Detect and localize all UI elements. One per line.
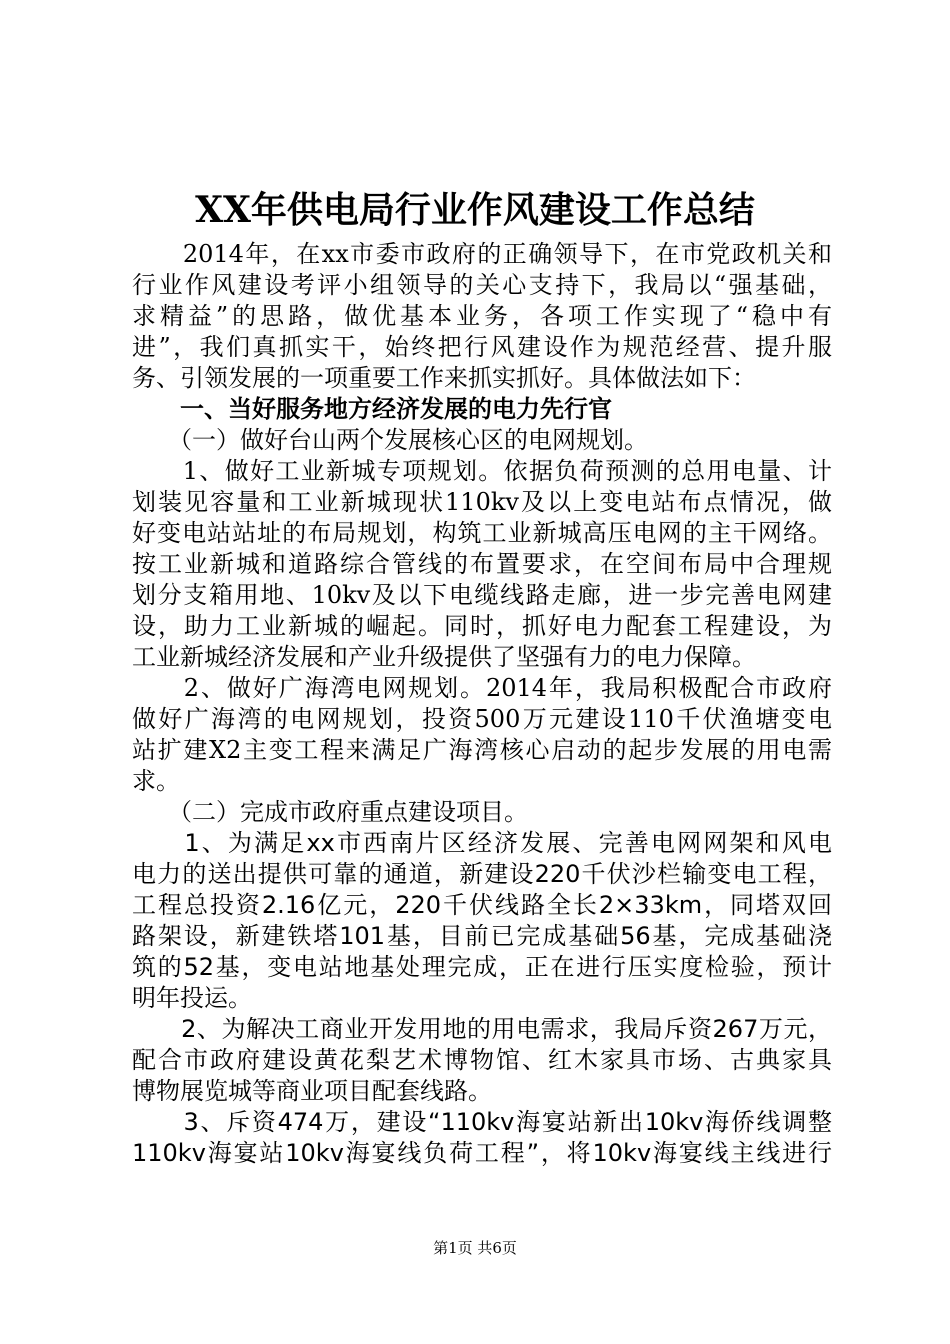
paragraph-line: 电力的送出提供可靠的通道，新建设220千伏沙栏输变电工程， [132,860,832,888]
paragraph-line: 行业作风建设考评小组领导的关心支持下，我局以“强基础， [132,271,832,299]
subsection-heading: （一）做好台山两个发展核心区的电网规划。 [132,426,648,454]
paragraph-line: 明年投运。 [132,984,252,1012]
paragraph-line: 求。 [132,767,180,795]
paragraph-line: 求精益”的思路，做优基本业务，各项工作实现了“稳中有 [132,302,832,330]
paragraph-line: 1、做好工业新城专项规划。依据负荷预测的总用电量、计 [132,457,832,485]
paragraph-line: 做好广海湾的电网规划，投资500万元建设110千伏渔塘变电 [132,705,832,733]
paragraph-line: 2、为解决工商业开发用地的用电需求，我局斥资267万元， [132,1015,832,1043]
paragraph-line: 2、做好广海湾电网规划。2014年，我局积极配合市政府 [132,674,832,702]
paragraph-line: 设，助力工业新城的崛起。同时，抓好电力配套工程建设，为 [132,612,832,640]
paragraph-line: 按工业新城和道路综合管线的布置要求，在空间布局中合理规 [132,550,832,578]
page-number-footer: 第1页 共6页 [433,1239,517,1257]
paragraph-line: 110kv海宴站10kv海宴线负荷工程”，将10kv海宴线主线进行 [132,1139,832,1167]
paragraph-line: 筑的52基，变电站地基处理完成，正在进行压实度检验，预计 [132,953,832,981]
paragraph-line: 3、斥资474万，建设“110kv海宴站新出10kv海侨线调整 [132,1108,832,1136]
section-heading: 一、当好服务地方经济发展的电力先行官 [132,395,612,423]
paragraph-line: 工程总投资2.16亿元，220千伏线路全长2×33km，同塔双回 [132,891,832,919]
paragraph-line: 划分支箱用地、10kv及以下电缆线路走廊，进一步完善电网建 [132,581,832,609]
paragraph-line: 务、引领发展的一项重要工作来抓实抓好。具体做法如下： [132,364,756,392]
paragraph-line: 进”，我们真抓实干，始终把行风建设作为规范经营、提升服 [132,333,832,361]
paragraph-line: 站扩建X2主变工程来满足广海湾核心启动的起步发展的用电需 [132,736,832,764]
paragraph-line: 配合市政府建设黄花梨艺术博物馆、红木家具市场、古典家具 [132,1046,832,1074]
paragraph-line: 划装见容量和工业新城现状110kv及以上变电站布点情况，做 [132,488,832,516]
subsection-heading: （二）完成市政府重点建设项目。 [132,798,528,826]
paragraph-line: 好变电站站址的布局规划，构筑工业新城高压电网的主干网络。 [132,519,832,547]
document-title: XX年供电局行业作风建设工作总结 [195,189,755,231]
paragraph-line: 2014年，在xx市委市政府的正确领导下，在市党政机关和 [132,240,832,268]
paragraph-line: 博物展览城等商业项目配套线路。 [132,1077,492,1105]
paragraph-line: 1、为满足xx市西南片区经济发展、完善电网网架和风电 [132,829,832,857]
paragraph-line: 路架设，新建铁塔101基，目前已完成基础56基，完成基础浇 [132,922,832,950]
paragraph-line: 工业新城经济发展和产业升级提供了坚强有力的电力保障。 [132,643,756,671]
